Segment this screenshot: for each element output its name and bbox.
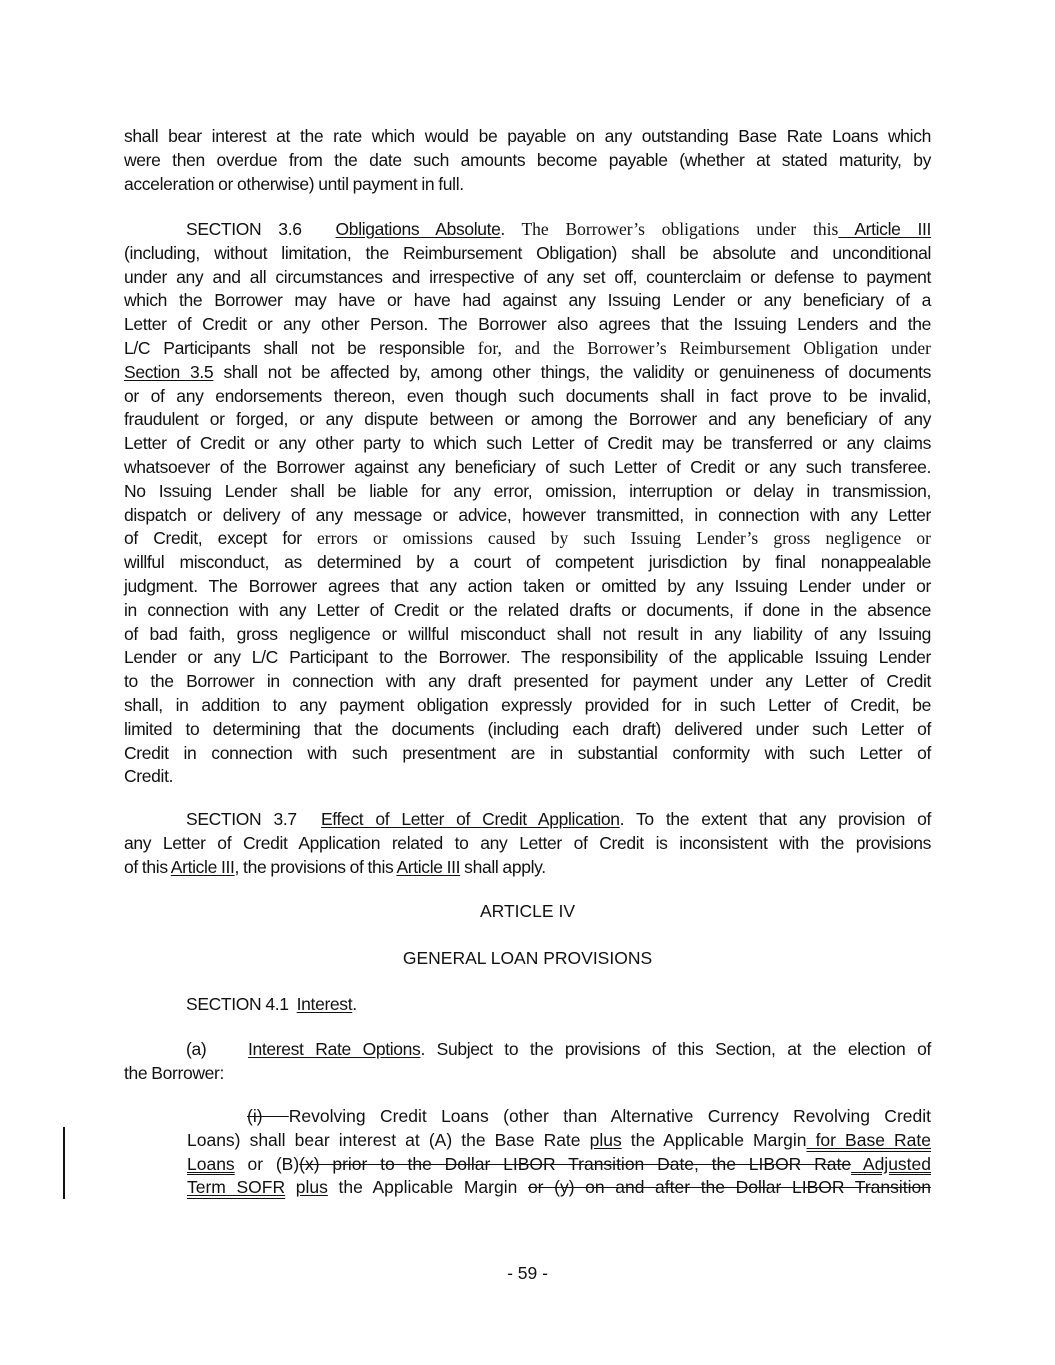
text-line: or of any endorsements thereon, even though such documents shall in fact prove to be invalid,: [124, 385, 931, 406]
inserted-text: for Base Rate: [806, 1129, 931, 1150]
text-line: in connection with any Letter of Credit or the related drafts or documents, if done in the absence: [124, 599, 931, 620]
deleted-text: (x) prior to the Dollar LIBOR Transition Date, the LIBOR Rate: [299, 1153, 852, 1174]
text-line: which the Borrower may have or have had against any Issuing Lender or any beneficiary of a: [124, 290, 931, 311]
text-line: Section 3.5 shall not be affected by, among other things, the validity or genuineness of documents: [124, 361, 931, 382]
section-number: SECTION 3.7: [186, 809, 297, 829]
text-line: acceleration or otherwise) until payment in full.: [124, 173, 464, 194]
text-line: fraudulent or forged, or any dispute between or among the Borrower and any beneficiary of any: [124, 409, 931, 430]
section-number: SECTION 4.1: [186, 994, 289, 1014]
deleted-text: or (y) on and after the Dollar LIBOR Transition: [527, 1177, 931, 1198]
text-line: willful misconduct, as determined by a court of competent jurisdiction by final nonappealable: [124, 552, 931, 573]
section-heading: Effect of Letter of Credit Application: [320, 809, 620, 829]
section-heading: Obligations Absolute: [335, 219, 501, 239]
article-title: ARTICLE IV: [480, 901, 575, 921]
emphasis-plus: plus: [295, 1177, 328, 1198]
section-reference: Section 3.5: [124, 361, 214, 382]
text-line: Loans) shall bear interest at (A) the Base Rate plus the Applicable Margin for Base Rate: [187, 1129, 931, 1150]
text-line: Term SOFR plus the Applicable Margin or (y) on and after the Dollar LIBOR Transition: [187, 1177, 931, 1198]
text-line: were then overdue from the date such amounts become payable (whether at stated maturity, by: [124, 149, 931, 170]
text-line: shall, in addition to any payment obligation expressly provided for in such Letter of Credit, be: [124, 694, 931, 715]
section-heading: Interest: [296, 994, 353, 1014]
text-line: of Credit, except for errors or omissions caused by such Issuing Lender’s gross negligence or: [124, 528, 931, 549]
text-line: (including, without limitation, the Reimbursement Obligation) shall be absolute and unconditional: [124, 242, 931, 263]
article-reference: Article III: [396, 856, 461, 877]
article-reference: Article III: [838, 219, 932, 239]
text-line: under any and all circumstances and irrespective of any set off, counterclaim or defense to payment: [124, 266, 931, 287]
text-line: (a) Interest Rate Options. Subject to the provisions of this Section, at the election of: [124, 1038, 931, 1062]
article-reference: Article III: [170, 856, 235, 877]
text-line: whatsoever of the Borrower against any beneficiary of such Letter of Credit or any such transferee.: [124, 456, 931, 477]
text-line: shall bear interest at the rate which would be payable on any outstanding Base Rate Loans which: [124, 126, 931, 146]
inserted-text: Adjusted: [851, 1153, 931, 1174]
revision-change-bar: [63, 1127, 65, 1199]
text-line: dispatch or delivery of any message or advice, however transmitted, in connection with any Letter: [124, 504, 931, 525]
text-line: any Letter of Credit Application related to any Letter of Credit is inconsistent with the provisions: [124, 832, 931, 853]
section-3-7: [124, 808, 931, 879]
text-line: of bad faith, gross negligence or willful misconduct shall not result in any liability of any Issuing: [124, 623, 931, 644]
subsection-label: (a): [186, 1039, 207, 1059]
section-4-1: [124, 993, 931, 1017]
article-subtitle: GENERAL LOAN PROVISIONS: [402, 948, 653, 968]
text-line: SECTION 3.7 Effect of Letter of Credit Application. To the extent that any provision of: [186, 809, 932, 829]
clause-i: [187, 1105, 931, 1200]
deleted-text: (i): [247, 1106, 263, 1126]
text-line: No Issuing Lender shall be liable for any error, omission, interruption or delay in transmission,: [124, 480, 931, 501]
text-line: to the Borrower in connection with any draft presented for payment under any Letter of Credit: [124, 671, 931, 692]
subsection-a: [124, 1038, 931, 1086]
text-line: Lender or any L/C Participant to the Borrower. The responsibility of the applicable Issuing Lender: [124, 647, 931, 668]
text-line: Credit in connection with such presentment are in substantial conformity with such Letter of: [124, 742, 931, 763]
inserted-text: Term SOFR: [187, 1177, 286, 1198]
text-line: of this Article III, the provisions of this Article III shall apply.: [124, 856, 546, 877]
text-line: Letter of Credit or any other Person. The Borrower also agrees that the Issuing Lenders and the: [124, 314, 931, 335]
text-line: Letter of Credit or any other party to which such Letter of Credit may be transferred or any claims: [124, 433, 931, 454]
section-number: SECTION 3.6: [186, 219, 302, 239]
text-line: the Borrower:: [124, 1062, 224, 1083]
text-line: (i) Revolving Credit Loans (other than Alternative Currency Revolving Credit: [247, 1106, 931, 1126]
emphasis-plus: plus: [589, 1129, 622, 1150]
text-line: SECTION 4.1 Interest.: [186, 994, 357, 1014]
subsection-heading: Interest Rate Options: [248, 1039, 421, 1059]
text-line: SECTION 3.6 Obligations Absolute. The Borrower’s obligations under this Article III: [186, 219, 932, 239]
text-line: Credit.: [124, 766, 174, 787]
text-line: L/C Participants shall not be responsible for, and the Borrower’s Reimbursement Obligation under: [124, 337, 932, 358]
inserted-text: Loans: [187, 1153, 235, 1174]
text-line: Loans or (B)(x) prior to the Dollar LIBOR Transition Date, the LIBOR Rate Adjusted: [187, 1153, 931, 1174]
page-number: - 59 -: [507, 1263, 548, 1283]
text-line: judgment. The Borrower agrees that any action taken or omitted by any Issuing Lender under or: [124, 575, 931, 596]
section-3-6: [124, 218, 931, 789]
deleted-tab: [263, 1106, 289, 1126]
text-line: limited to determining that the documents (including each draft) delivered under such Letter of: [124, 718, 931, 739]
carryover-paragraph: [124, 125, 931, 196]
